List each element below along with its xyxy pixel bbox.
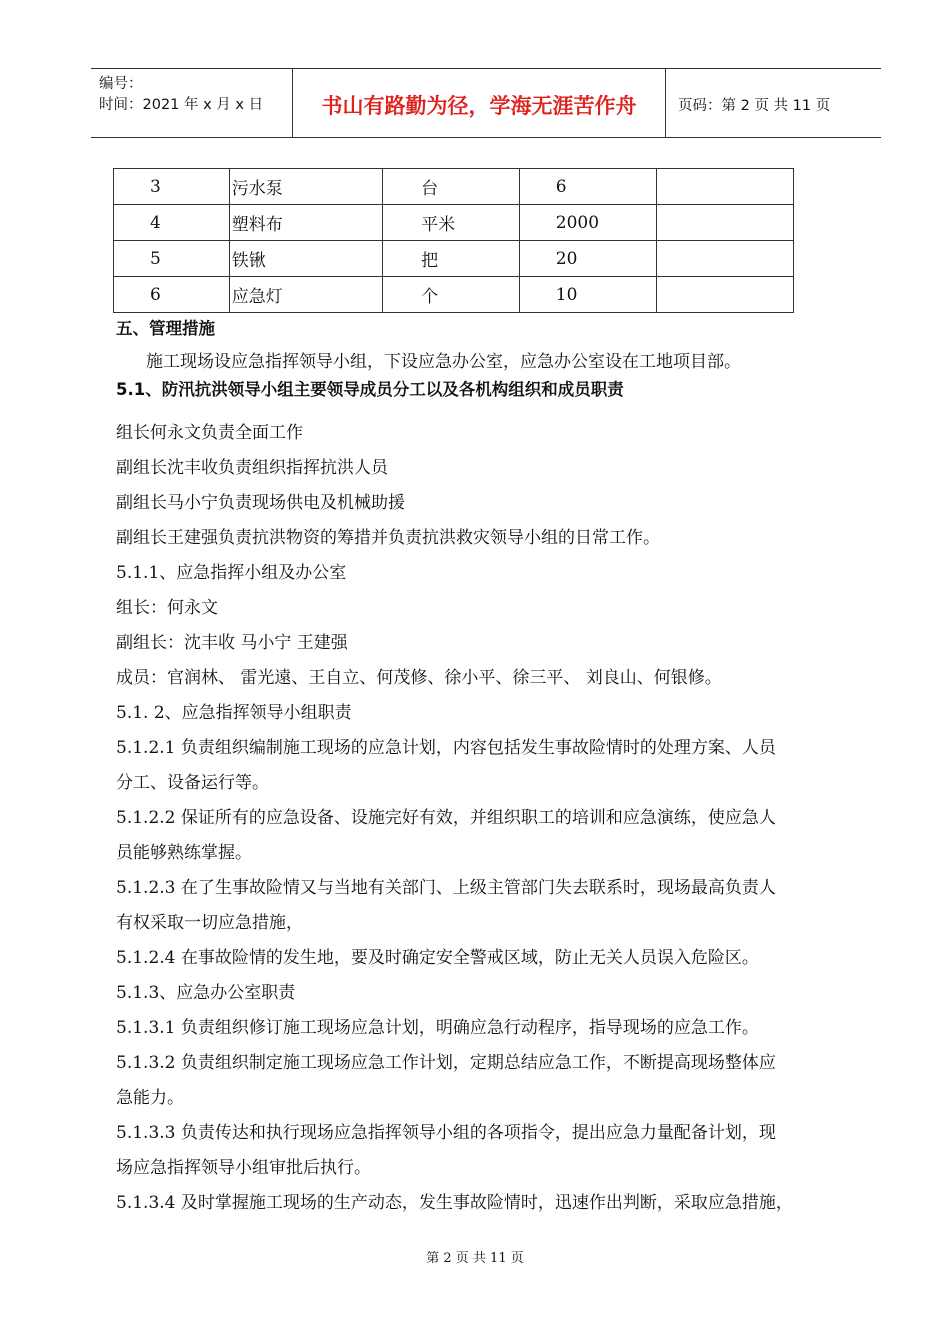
cell-name: 铁锹 [229,241,382,277]
text-line: 组长：何永文 [116,598,218,618]
text-line: 5.1.2.3 在了生事故险情又与当地有关部门、上级主管部门失去联系时，现场最高负责人 [116,878,776,898]
text-line: 5.1.2.4 在事故险情的发生地，要及时确定安全警戒区域，防止无关人员误入危险区。 [116,948,759,968]
time-label: 时间：2021 年 x 月 x 日 [99,97,264,113]
text-line: 5.1. 2、应急指挥领导小组职责 [116,703,352,723]
cell-unit: 台 [383,169,520,205]
cell-name: 应急灯 [229,277,382,313]
cell-no: 5 [114,241,230,277]
table-row [114,241,794,277]
cell-no: 3 [114,169,230,205]
page-footer: 第 2 页 共 11 页 [426,1251,524,1266]
cell-note [656,241,793,277]
table-row [114,205,794,241]
cell-name: 污水泵 [229,169,382,205]
cell-qty: 6 [519,169,656,205]
section-title: 五、管理措施 [116,319,215,338]
text-line: 副组长王建强负责抗洪物资的筹措并负责抗洪救灾领导小组的日常工作。 [116,528,660,548]
text-line: 5.1.3.3 负责传达和执行现场应急指挥领导小组的各项指令，提出应急力量配备计划，现 [116,1123,776,1143]
paragraph: 施工现场设应急指挥领导小组，下设应急办公室，应急办公室设在工地项目部。 [146,352,741,372]
header-page-number: 页码：第 2 页 共 11 页 [678,98,831,114]
table-row [114,169,794,205]
text-line: 5.1.3、应急办公室职责 [116,983,296,1003]
cell-qty: 20 [519,241,656,277]
cell-unit: 平米 [383,205,520,241]
cell-unit: 个 [383,277,520,313]
header-meta [91,69,293,137]
text-line: 5.1.1、应急指挥小组及办公室 [116,563,347,583]
text-line: 组长何永文负责全面工作 [116,423,303,443]
header-motto: 书山有路勤为径，学海无涯苦作舟 [321,94,637,118]
cell-no: 4 [114,205,230,241]
doc-number-label: 编号： [99,76,143,92]
page-header [91,68,881,138]
cell-qty: 10 [519,277,656,313]
equipment-table [113,168,794,313]
text-line: 副组长：沈丰收 马小宁 王建强 [116,633,348,653]
text-line: 5.1.2.1 负责组织编制施工现场的应急计划，内容包括发生事故险情时的处理方案、人员 [116,738,776,758]
text-line: 员能够熟练掌握。 [116,843,252,863]
cell-name: 塑料布 [229,205,382,241]
text-line: 场应急指挥领导小组审批后执行。 [116,1158,371,1178]
cell-unit: 把 [383,241,520,277]
header-page-cell [666,69,881,137]
text-line: 有权采取一切应急措施， [116,913,303,933]
header-motto-cell [293,69,666,137]
cell-no: 6 [114,277,230,313]
text-line: 5.1.3.1 负责组织修订施工现场应急计划，明确应急行动程序，指导现场的应急工作。 [116,1018,759,1038]
text-line: 5.1.2.2 保证所有的应急设备、设施完好有效，并组织职工的培训和应急演练，使应急人 [116,808,776,828]
text-line: 5.1.3.4 及时掌握施工现场的生产动态，发生事故险情时，迅速作出判断，采取应急措施， [116,1193,793,1213]
text-line: 成员：官润林、 雷光遠、王自立、何茂修、徐小平、徐三平、 刘良山、何银修。 [116,668,722,688]
text-line: 5.1.3.2 负责组织制定施工现场应急工作计划，定期总结应急工作，不断提高现场整体应 [116,1053,776,1073]
cell-note [656,205,793,241]
text-line: 急能力。 [116,1088,184,1108]
cell-note [656,277,793,313]
text-line: 分工、设备运行等。 [116,773,269,793]
table-row [114,277,794,313]
cell-qty: 2000 [519,205,656,241]
text-line: 副组长马小宁负责现场供电及机械助援 [116,493,405,513]
subsection-title: 5.1、防汛抗洪领导小组主要领导成员分工以及各机构组织和成员职责 [116,380,624,399]
cell-note [656,169,793,205]
text-line: 副组长沈丰收负责组织指挥抗洪人员 [116,458,388,478]
